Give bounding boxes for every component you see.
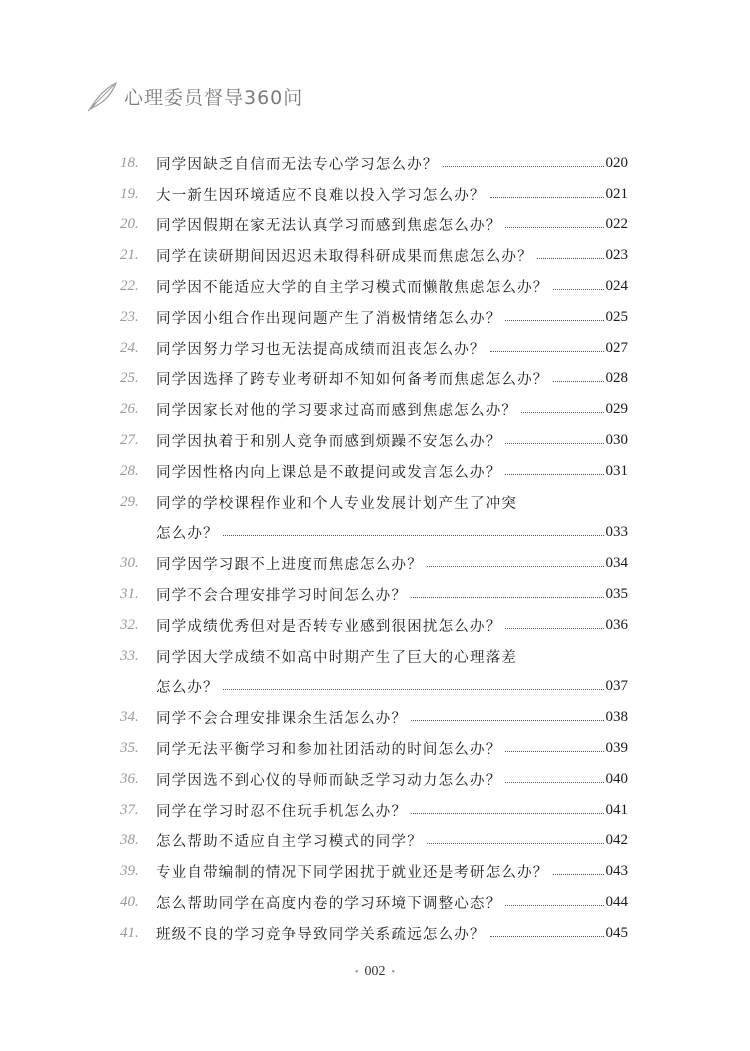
toc-entry[interactable] bbox=[120, 702, 628, 733]
entry-number: 35. bbox=[120, 740, 139, 757]
entry-title: 同学的学校课程作业和个人专业发展计划产生了冲突 bbox=[156, 495, 518, 512]
page-footer bbox=[0, 964, 750, 980]
entry-title: 同学因努力学习也无法提高成绩而沮丧怎么办？ bbox=[156, 341, 486, 358]
entry-title: 同学因大学成绩不如高中时期产生了巨大的心理落差 bbox=[156, 649, 518, 666]
dot-leader bbox=[505, 474, 603, 475]
dot-leader bbox=[553, 874, 604, 875]
entry-page-number: 025 bbox=[605, 308, 628, 325]
toc-entry[interactable] bbox=[120, 240, 628, 271]
entry-number: 34. bbox=[120, 709, 139, 726]
table-of-contents bbox=[120, 148, 628, 949]
entry-page-number: 021 bbox=[605, 185, 628, 202]
toc-entry[interactable] bbox=[120, 610, 628, 641]
entry-title: 同学因不能适应大学的自主学习模式而懒散焦虑怎么办？ bbox=[156, 280, 549, 297]
entry-page-number: 043 bbox=[605, 863, 628, 880]
entry-page-number: 042 bbox=[605, 832, 628, 849]
entry-number: 28. bbox=[120, 462, 139, 479]
entry-number: 31. bbox=[120, 586, 139, 603]
entry-title: 怎么帮助不适应自主学习模式的同学？ bbox=[156, 834, 423, 851]
footer-dot-left: • bbox=[354, 967, 359, 978]
feather-leaf-icon bbox=[86, 79, 120, 113]
entry-page-number: 041 bbox=[605, 801, 628, 818]
entry-page-number: 045 bbox=[605, 924, 628, 941]
entry-page-number: 020 bbox=[605, 154, 628, 171]
dot-leader bbox=[411, 597, 603, 598]
toc-entry[interactable] bbox=[120, 579, 628, 610]
entry-number: 36. bbox=[120, 770, 139, 787]
entry-page-number: 029 bbox=[605, 401, 628, 418]
dot-leader bbox=[223, 535, 604, 536]
toc-entry[interactable] bbox=[120, 425, 628, 456]
entry-page-number: 030 bbox=[605, 432, 628, 449]
entry-number: 38. bbox=[120, 832, 139, 849]
entry-page-number: 024 bbox=[605, 278, 628, 295]
toc-entry[interactable] bbox=[120, 826, 628, 857]
entry-number: 26. bbox=[120, 401, 139, 418]
toc-entry-continuation[interactable] bbox=[120, 518, 628, 549]
entry-number: 40. bbox=[120, 894, 139, 911]
toc-entry[interactable] bbox=[120, 364, 628, 395]
entry-title: 同学因选择了跨专业考研却不知如何备考而焦虑怎么办？ bbox=[156, 372, 549, 389]
entry-title: 同学不会合理安排课余生活怎么办？ bbox=[156, 711, 408, 728]
toc-entry[interactable] bbox=[120, 394, 628, 425]
entry-number: 24. bbox=[120, 339, 139, 356]
toc-entry[interactable] bbox=[120, 856, 628, 887]
dot-leader bbox=[411, 720, 603, 721]
entry-page-number: 038 bbox=[605, 709, 628, 726]
entry-title: 同学因小组合作出现问题产生了消极情绪怎么办？ bbox=[156, 310, 502, 327]
entry-number: 41. bbox=[120, 924, 139, 941]
dot-leader bbox=[505, 628, 603, 629]
entry-page-number: 031 bbox=[605, 462, 628, 479]
toc-entry[interactable] bbox=[120, 148, 628, 179]
dot-leader bbox=[223, 689, 604, 690]
entry-number: 25. bbox=[120, 370, 139, 387]
entry-title: 同学因假期在家无法认真学习而感到焦虑怎么办？ bbox=[156, 218, 502, 235]
entry-page-number: 033 bbox=[605, 524, 628, 541]
entry-title: 同学因选不到心仪的导师而缺乏学习动力怎么办？ bbox=[156, 772, 502, 789]
entry-title: 同学无法平衡学习和参加社团活动的时间怎么办？ bbox=[156, 742, 502, 759]
entry-title: 同学因缺乏自信而无法专心学习怎么办？ bbox=[156, 156, 439, 173]
toc-entry[interactable] bbox=[120, 487, 628, 518]
dot-leader bbox=[443, 166, 604, 167]
entry-title: 同学成绩优秀但对是否转专业感到很困扰怎么办？ bbox=[156, 618, 502, 635]
dot-leader bbox=[505, 782, 603, 783]
dot-leader bbox=[505, 320, 603, 321]
dot-leader bbox=[521, 412, 603, 413]
entry-page-number: 040 bbox=[605, 770, 628, 787]
toc-entry-continuation[interactable] bbox=[120, 672, 628, 703]
entry-title: 同学因性格内向上课总是不敢提问或发言怎么办？ bbox=[156, 464, 502, 481]
entry-title: 同学因学习跟不上进度而焦虑怎么办？ bbox=[156, 557, 423, 574]
dot-leader bbox=[490, 197, 604, 198]
toc-entry[interactable] bbox=[120, 887, 628, 918]
entry-number: 37. bbox=[120, 801, 139, 818]
entry-title: 专业自带编制的情况下同学困扰于就业还是考研怎么办？ bbox=[156, 865, 549, 882]
entry-number: 30. bbox=[120, 555, 139, 572]
entry-title: 同学在学习时忍不住玩手机怎么办？ bbox=[156, 803, 408, 820]
entry-page-number: 037 bbox=[605, 678, 628, 695]
entry-number: 19. bbox=[120, 185, 139, 202]
dot-leader bbox=[490, 351, 604, 352]
entry-page-number: 028 bbox=[605, 370, 628, 387]
dot-leader bbox=[537, 258, 604, 259]
entry-number: 23. bbox=[120, 308, 139, 325]
dot-leader bbox=[490, 936, 604, 937]
entry-page-number: 044 bbox=[605, 894, 628, 911]
toc-entry[interactable] bbox=[120, 456, 628, 487]
footer-dot-right: • bbox=[391, 967, 396, 978]
entry-number: 29. bbox=[120, 493, 139, 510]
dot-leader bbox=[411, 813, 603, 814]
entry-title: 同学不会合理安排学习时间怎么办？ bbox=[156, 588, 408, 605]
entry-title-continuation: 怎么办？ bbox=[156, 680, 219, 697]
toc-entry[interactable] bbox=[120, 795, 628, 826]
entry-number: 33. bbox=[120, 647, 139, 664]
toc-entry[interactable] bbox=[120, 179, 628, 210]
entry-page-number: 035 bbox=[605, 586, 628, 603]
running-header bbox=[86, 76, 303, 116]
dot-leader bbox=[505, 443, 603, 444]
entry-title: 怎么帮助同学在高度内卷的学习环境下调整心态？ bbox=[156, 896, 502, 913]
toc-entry[interactable] bbox=[120, 548, 628, 579]
entry-number: 18. bbox=[120, 154, 139, 171]
entry-title: 同学因家长对他的学习要求过高而感到焦虑怎么办？ bbox=[156, 403, 518, 420]
entry-number: 21. bbox=[120, 247, 139, 264]
entry-title: 同学在读研期间因迟迟未取得科研成果而焦虑怎么办？ bbox=[156, 249, 533, 266]
dot-leader bbox=[505, 751, 603, 752]
entry-number: 39. bbox=[120, 863, 139, 880]
entry-page-number: 034 bbox=[605, 555, 628, 572]
entry-title: 班级不良的学习竞争导致同学关系疏远怎么办？ bbox=[156, 926, 486, 943]
toc-entry[interactable] bbox=[120, 333, 628, 364]
entry-page-number: 039 bbox=[605, 740, 628, 757]
entry-number: 22. bbox=[120, 278, 139, 295]
dot-leader bbox=[505, 227, 603, 228]
entry-page-number: 022 bbox=[605, 216, 628, 233]
dot-leader bbox=[553, 289, 604, 290]
dot-leader bbox=[427, 843, 604, 844]
entry-number: 32. bbox=[120, 616, 139, 633]
entry-number: 27. bbox=[120, 432, 139, 449]
toc-entry[interactable] bbox=[120, 210, 628, 241]
toc-entry[interactable] bbox=[120, 302, 628, 333]
book-title: 心理委员督导360问 bbox=[124, 86, 304, 109]
page-number: 002 bbox=[364, 964, 386, 979]
toc-entry[interactable] bbox=[120, 733, 628, 764]
entry-page-number: 036 bbox=[605, 616, 628, 633]
entry-number: 20. bbox=[120, 216, 139, 233]
toc-entry[interactable] bbox=[120, 918, 628, 949]
entry-page-number: 027 bbox=[605, 339, 628, 356]
toc-entry[interactable] bbox=[120, 764, 628, 795]
entry-page-number: 023 bbox=[605, 247, 628, 264]
entry-title: 同学因执着于和别人竞争而感到烦躁不安怎么办？ bbox=[156, 434, 502, 451]
toc-entry[interactable] bbox=[120, 641, 628, 672]
dot-leader bbox=[427, 566, 604, 567]
entry-title-continuation: 怎么办？ bbox=[156, 526, 219, 543]
entry-title: 大一新生因环境适应不良难以投入学习怎么办？ bbox=[156, 187, 486, 204]
dot-leader bbox=[505, 905, 603, 906]
dot-leader bbox=[553, 381, 604, 382]
toc-entry[interactable] bbox=[120, 271, 628, 302]
